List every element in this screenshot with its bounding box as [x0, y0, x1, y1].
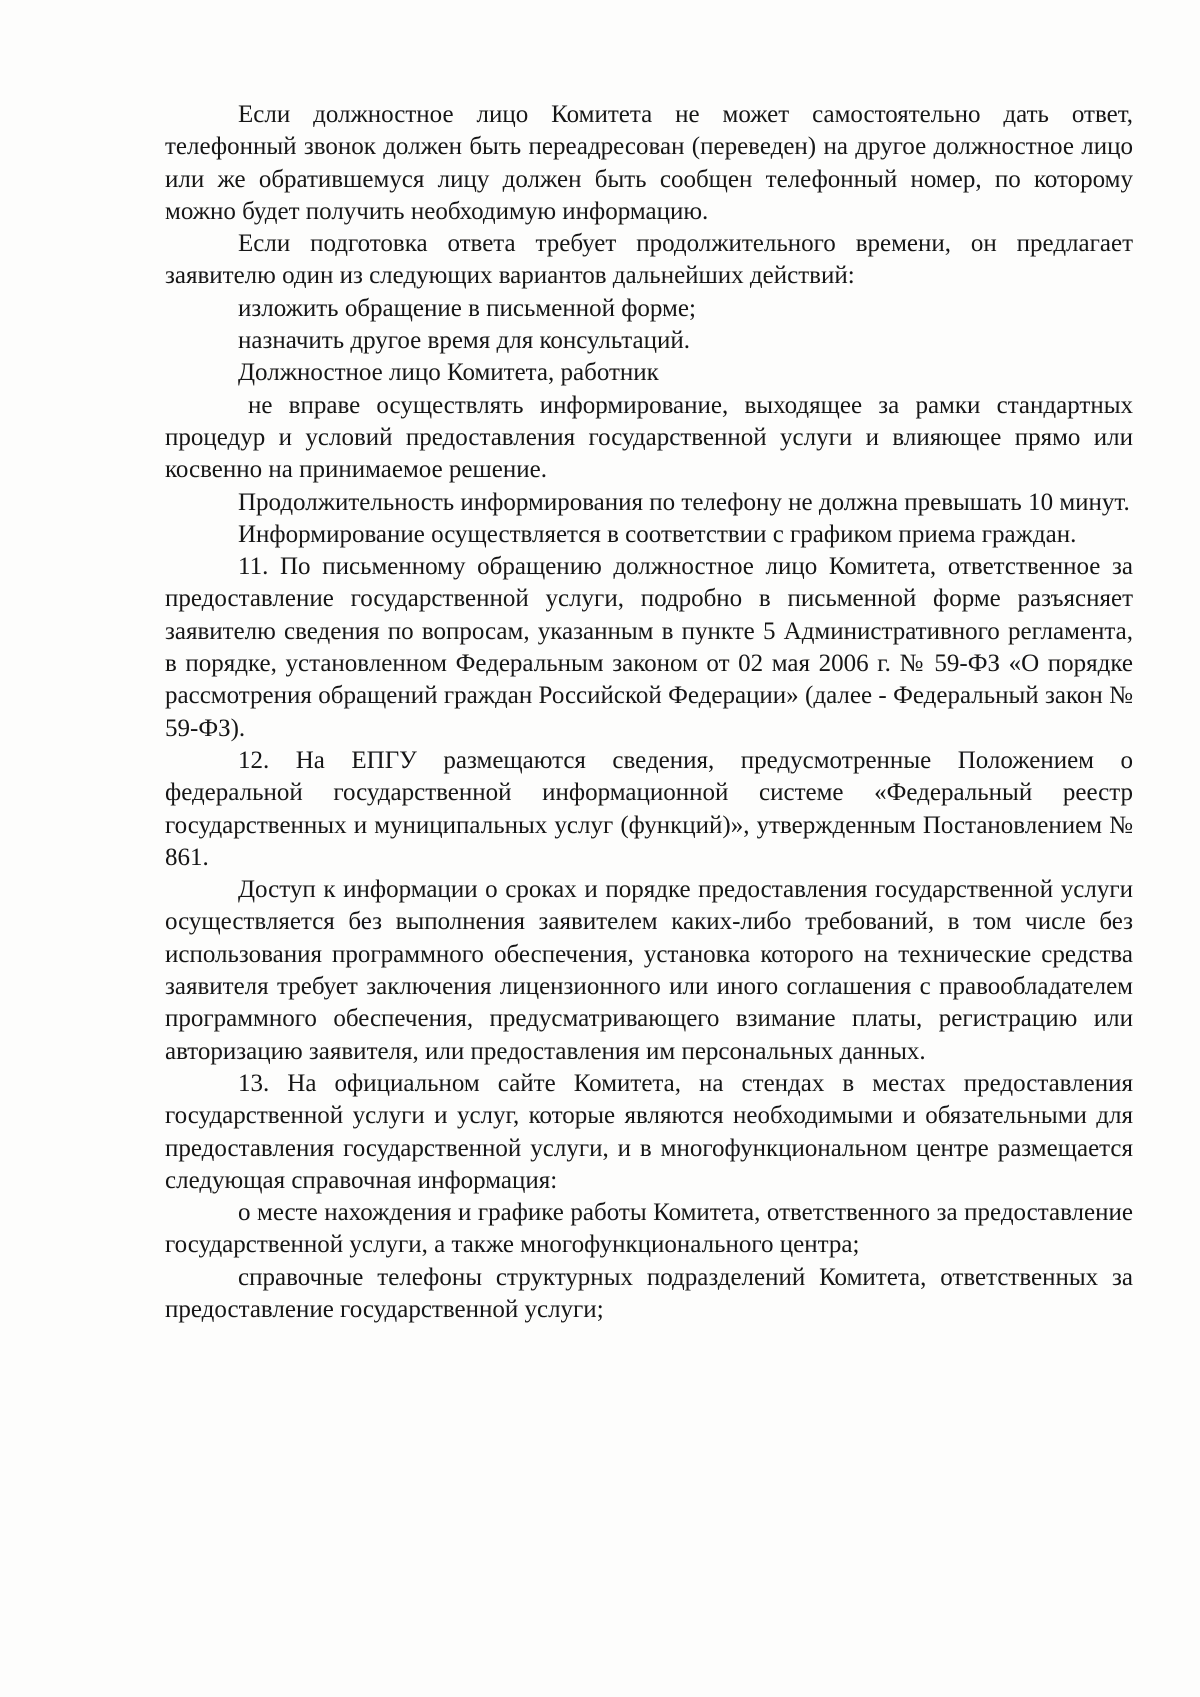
paragraph-call-duration: Продолжительность информирования по телефону не должна превышать 10 минут. — [238, 488, 1130, 516]
paragraph-item-12: 12. На ЕПГУ размещаются сведения, предусмотренные Положением о федеральной государственной информационной системе «Федеральный реестр государственных и муниципальных услуг (функций)», утвержденным Постановлением № 861. — [165, 746, 1133, 871]
paragraph-redirect-call: Если должностное лицо Комитета не может самостоятельно дать ответ, телефонный звонок должен быть переадресован (переведен) на другое должностное лицо или же обратившемуся лицу должен быть сообщен телефонный номер, по которому можно будет получить необходимую информацию. — [165, 101, 1133, 225]
paragraph-location-schedule: о месте нахождения и графике работы Комитета, ответственного за предоставление государственной услуги, а также многофункционального центра; — [165, 1199, 1133, 1259]
paragraph-option-reschedule: назначить другое время для консультаций. — [238, 327, 691, 355]
paragraph-item-13: 13. На официальном сайте Комитета, на стендах в местах предоставления государственной услуги и услуг, которые являются необходимыми и обязательными для предоставления государственной услуги, и в многофункциональном центре размещается следующая справочная информация: — [165, 1069, 1133, 1194]
paragraph-long-preparation: Если подготовка ответа требует продолжительного времени, он предлагает заявителю один из следующих вариантов дальнейших действий: — [165, 230, 1133, 290]
document-body — [165, 99, 1133, 1326]
paragraph-official-worker: Должностное лицо Комитета, работник — [238, 359, 659, 387]
paragraph-not-entitled: не вправе осуществлять информирование, выходящее за рамки стандартных процедур и условий предоставления государственной услуги и влияющее прямо или косвенно на принимаемое решение. — [165, 391, 1133, 484]
paragraph-phones: справочные телефоны структурных подразделений Комитета, ответственных за предоставление государственной услуги; — [165, 1263, 1133, 1323]
paragraph-item-11: 11. По письменному обращению должностное лицо Комитета, ответственное за предоставление государственной услуги, подробно в письменной форме разъясняет заявителю сведения по вопросам, указанным в пункте 5 Административного регламента, в порядке, установленном Федеральным законом от 02 мая 2006 г. № 59-ФЗ «О порядке рассмотрения обращений граждан Российской Федерации» (далее - Федеральный закон № 59-ФЗ). — [165, 553, 1133, 742]
paragraph-access: Доступ к информации о сроках и порядке предоставления государственной услуги осуществляется без выполнения заявителем каких-либо требований, в том числе без использования программного обеспечения, установка которого на технические средства заявителя требует заключения лицензионного или иного соглашения с правообладателем программного обеспечения, предусматривающего взимание платы, регистрацию или авторизацию заявителя, или предоставления им персональных данных. — [165, 876, 1133, 1065]
paragraph-schedule: Информирование осуществляется в соответствии с графиком приема граждан. — [238, 520, 1077, 548]
paragraph-option-written: изложить обращение в письменной форме; — [238, 294, 696, 322]
